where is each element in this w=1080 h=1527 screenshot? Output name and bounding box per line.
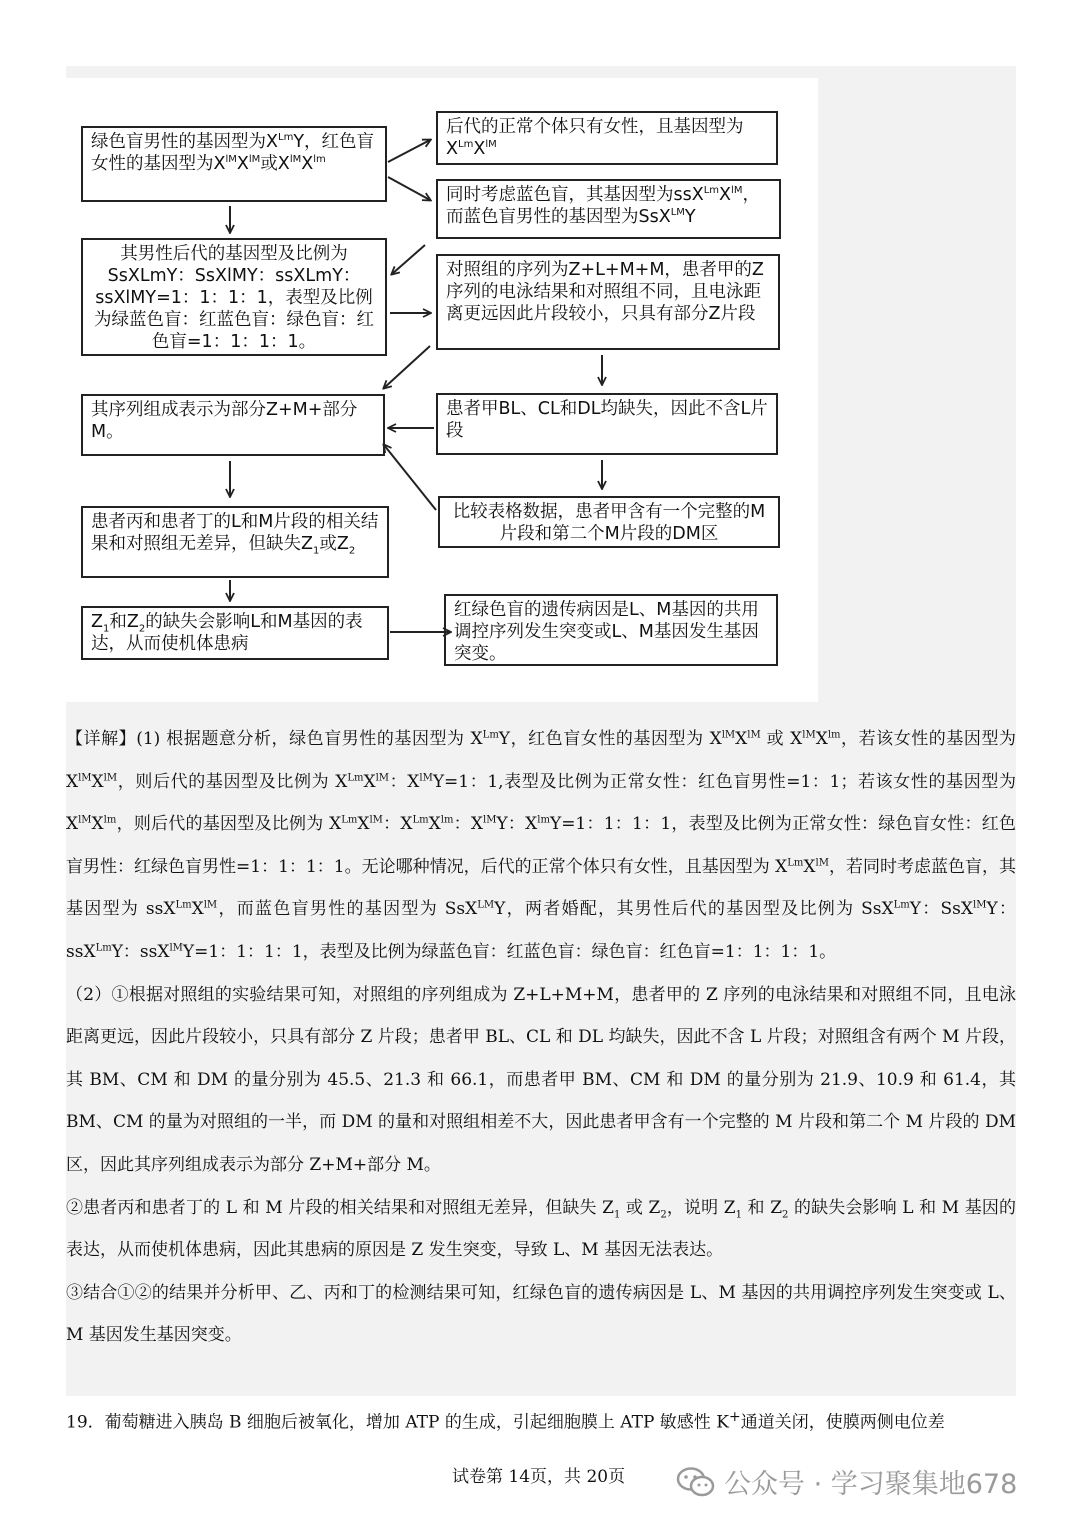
- wechat-icon: [676, 1466, 716, 1498]
- diagram-box-normal-offspring: 后代的正常个体只有女性，且基因型为$X^{Lm}X^{lM}$: [436, 111, 778, 165]
- diagram-box-blue-blindness: 同时考虑蓝色盲，其基因型为$ssX^{Lm}X^{lM}$，而蓝色盲男性的基因型为SsX$^{LM}$Y: [436, 179, 781, 239]
- diagram-box-control-sequence: 对照组的序列为Z+L+M+M，患者甲的Z序列的电泳结果和对照组不同，且电泳距离更远因此片段较小，只具有部分Z片段: [436, 254, 780, 350]
- diagram-box-patient-bing-ding: 患者丙和患者丁的L和M片段的相关结果和对照组无差异，但缺失$Z_1$或$Z_2$: [81, 506, 389, 578]
- diagram-box-sequence-composition: 其序列组成表示为部分Z+M+部分M。: [81, 394, 385, 456]
- explanation-paragraph-1: 【详解】(1) 根据题意分析，绿色盲男性的基因型为 $X^{Lm}Y$，红色盲女性的基因型为 $X^{lM}X^{lM}$ 或 $X^{lM}X^{lm}$，若该女性的基因型为 $X^{lM}X^{lM}$，则后代的基因型及比例为 $X^{Lm}X^{lM}$：$X^{lM}Y=1$：1,表型及比例为正常女性：红色盲男性=1：1；若该女性的基因型为 $X^{lM}X^{lm}$，则后代的基因型及比例为 $X^{Lm}X^{lM}$：$X^{Lm}X^{lm}$：$X^{lM}Y$：$X^{lm}Y=1$：1：1：1，表型及比例为正常女性：绿色盲女性：红色盲男性：红绿色盲男性=1：1：1：1。无论哪种情况，后代的正常个体只有女性，且基因型为 $X^{Lm}X^{lM}$，若同时考虑蓝色盲，其基因型为 $ssX^{Lm}X^{lM}$，而蓝色盲男性的基因型为 SsX$^{LM}$Y，两者婚配，其男性后代的基因型及比例为 SsX$^{Lm}$Y：SsX$^{lM}$Y：ssX$^{Lm}$Y：ssX$^{lM}$Y=1：1：1：1，表型及比例为绿蓝色盲：红蓝色盲：绿色盲：红色盲=1：1：1：1。: [66, 729, 1017, 962]
- explanation-paragraph-4: ③结合①②的结果并分析甲、乙、丙和丁的检测结果可知，红绿色盲的遗传病因是 L、M 基因的共用调控序列发生突变或 L、M 基因发生基因突变。: [66, 1282, 1016, 1346]
- watermark-text: 公众号 · 学习聚集地678: [724, 1469, 1018, 1500]
- explanation-text: [66, 718, 1016, 1357]
- page-footer: 试卷第 14页，共 20页: [452, 1467, 626, 1487]
- diagram-box-conclusion: 红绿色盲的遗传病因是L、M基因的共用调控序列发生突变或L、M基因发生基因突变。: [444, 594, 778, 666]
- question-19: 19．葡萄糖进入胰岛 B 细胞后被氧化，增加 ATP 的生成，引起细胞膜上 ATP 敏感性 K+通道关闭，使膜两侧电位差: [66, 1409, 945, 1433]
- diagram-box-patient-jia-l: 患者甲BL、CL和DL均缺失，因此不含L片段: [436, 393, 778, 455]
- watermark: [676, 1462, 1017, 1501]
- diagram-box-z-deletion-effect: $Z_1$和$Z_2$的缺失会影响L和M基因的表达，从而使机体患病: [81, 606, 389, 660]
- diagram-box-male-offspring-ratio: 其男性后代的基因型及比例为SsXLmY：SsXlMY：ssXLmY：ssXlMY=1：1：1：1，表型及比例为绿蓝色盲：红蓝色盲：绿色盲：红色盲=1：1：1：1。: [81, 238, 387, 356]
- explanation-paragraph-2: （2）①根据对照组的实验结果可知，对照组的序列组成为 Z+L+M+M，患者甲的 Z 序列的电泳结果和对照组不同，且电泳距离更远，因此片段较小，只具有部分 Z 片段；患者甲 BL、CL 和 DL 均缺失，因此不含 L 片段；对照组含有两个 M 片段，其 BM、CM 和 DM 的量分别为 45.5、21.3 和 66.1，而患者甲 BM、CM 和 DM 的量分别为 21.9、10.9 和 61.4，其 BM、CM 的量为对照组的一半，而 DM 的量和对照组相差不大，因此患者甲含有一个完整的 M 片段和第二个 M 片段的 DM 区，因此其序列组成表示为部分 Z+M+部分 M。: [66, 984, 1016, 1175]
- explanation-paragraph-3: ②患者丙和患者丁的 L 和 M 片段的相关结果和对照组无差异，但缺失 $Z_1$ 或 $Z_2$，说明 $Z_1$ 和 $Z_2$ 的缺失会影响 L 和 M 基因的表达，从而使机体患病，因此其患病的原因是 Z 发生突变，导致 L、M 基因无法表达。: [66, 1197, 1016, 1261]
- diagram-box-green-male-genotype: 绿色盲男性的基因型为$X^{Lm}Y$，红色盲女性的基因型为$X^{lM}X^{lM}$或$X^{lM}X^{lm}$: [81, 126, 387, 202]
- diagram-box-table-comparison: 比较表格数据，患者甲含有一个完整的M片段和第二个M片段的DM区: [438, 496, 780, 548]
